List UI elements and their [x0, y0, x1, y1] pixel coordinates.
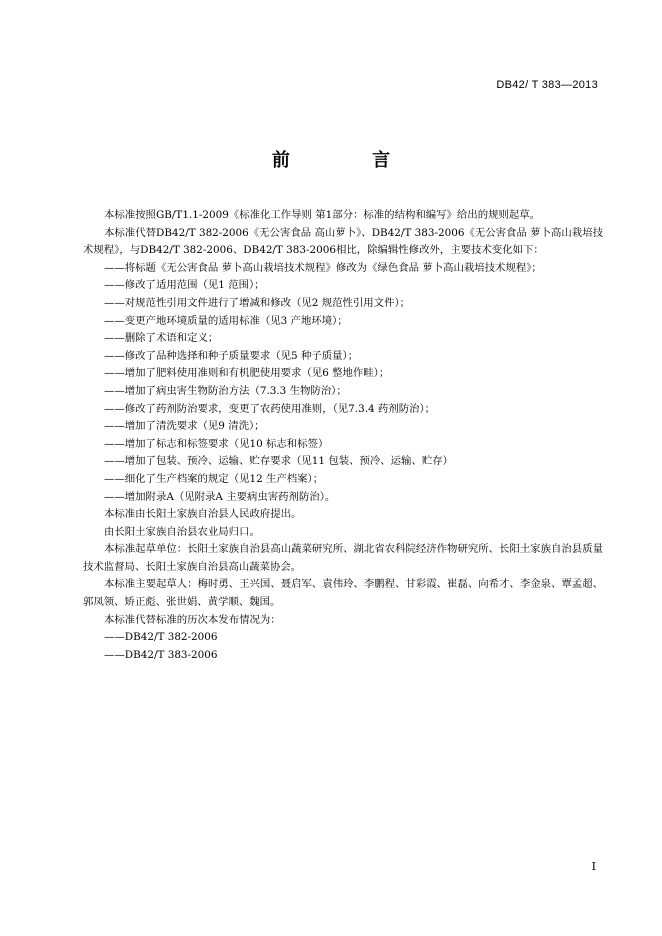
list-item: ——变更产地环境质量的适用标准（见3 产地环境）；	[104, 314, 348, 327]
list-item: ——增加了肥料使用准则和有机肥使用要求（见6 整地作畦）；	[104, 367, 390, 380]
page-title: 前 言	[271, 150, 429, 171]
list-item: ——增加附录A（见附录A 主要病虫害药剂防治）。	[104, 490, 336, 503]
list-item: ——删除了术语和定义；	[104, 332, 219, 345]
list-item: ——增加了包装、预冷、运输、贮存要求（见11 包装、预冷、运输、贮存）	[104, 455, 454, 468]
list-item: ——将标题《无公害食品 萝卜高山栽培技术规程》修改为《绿色食品 萝卜高山栽培技术规程》；	[104, 261, 542, 274]
list-item: ——增加了标志和标签要求（见10 标志和标签）	[104, 437, 329, 450]
drafting-units-statement: 本标准起草单位：长阳土家族自治县高山蔬菜研究所、湖北省农科院经济作物研究所、长阳土家族自治县质量技术监督局、长阳土家族自治县高山蔬菜协会。	[83, 543, 603, 573]
history-intro-statement: 本标准代替标准的历次本发布情况为：	[104, 613, 281, 626]
list-item: ——修改了品种选择和种子质量要求（见5 种子质量）；	[104, 349, 359, 362]
list-item: ——对规范性引用文件进行了增减和修改（见2 规范性引用文件）；	[104, 296, 411, 309]
page-number: I	[591, 860, 596, 873]
list-item: ——增加了清洗要求（见9 清洗）；	[104, 420, 265, 433]
drafting-rules-paragraph: 本标准按照GB/T1.1-2009《标准化工作导则 第1部分：标准的结构和编写》给出的规则起草。	[104, 209, 541, 221]
history-list	[83, 629, 603, 664]
technical-changes-list	[83, 260, 603, 506]
replacement-paragraph: 本标准代替DB42/T 382-2006《无公害食品 高山萝卜》、DB42/T 383-2006《无公害食品 萝卜高山栽培技术规程》，与DB42/T 382-2006、DB42/T 383-2006相比，除编辑性修改外，主要技术变化如下：	[83, 226, 603, 257]
document-code: DB42/ T 383—2013	[496, 79, 598, 91]
managed-by-statement: 由长阳土家族自治县农业局归口。	[104, 525, 260, 538]
history-item: ——DB42/T 383-2006	[104, 648, 218, 661]
proposed-by-statement: 本标准由长阳土家族自治县人民政府提出。	[104, 508, 302, 521]
list-item: ——修改了适用范围（见1 范围）；	[104, 279, 265, 292]
list-item: ——增加了病虫害生物防治方法（7.3.3 生物防治）；	[104, 384, 347, 397]
history-item: ——DB42/T 382-2006	[104, 631, 218, 644]
list-item: ——细化了生产档案的规定（见12 生产档案）；	[104, 472, 324, 485]
drafters-statement: 本标准主要起草人：梅时勇、王兴国、聂启军、袁伟玲、李鹏程、甘彩霞、崔磊、向希才、李金泉、覃孟超、郭凤领、矫正彪、张世娟、黄学顺、魏国。	[83, 578, 603, 609]
foreword-body	[83, 207, 603, 664]
list-item: ——修改了药剂防治要求，变更了农药使用准则，（见7.3.4 药剂防治）；	[104, 402, 436, 415]
